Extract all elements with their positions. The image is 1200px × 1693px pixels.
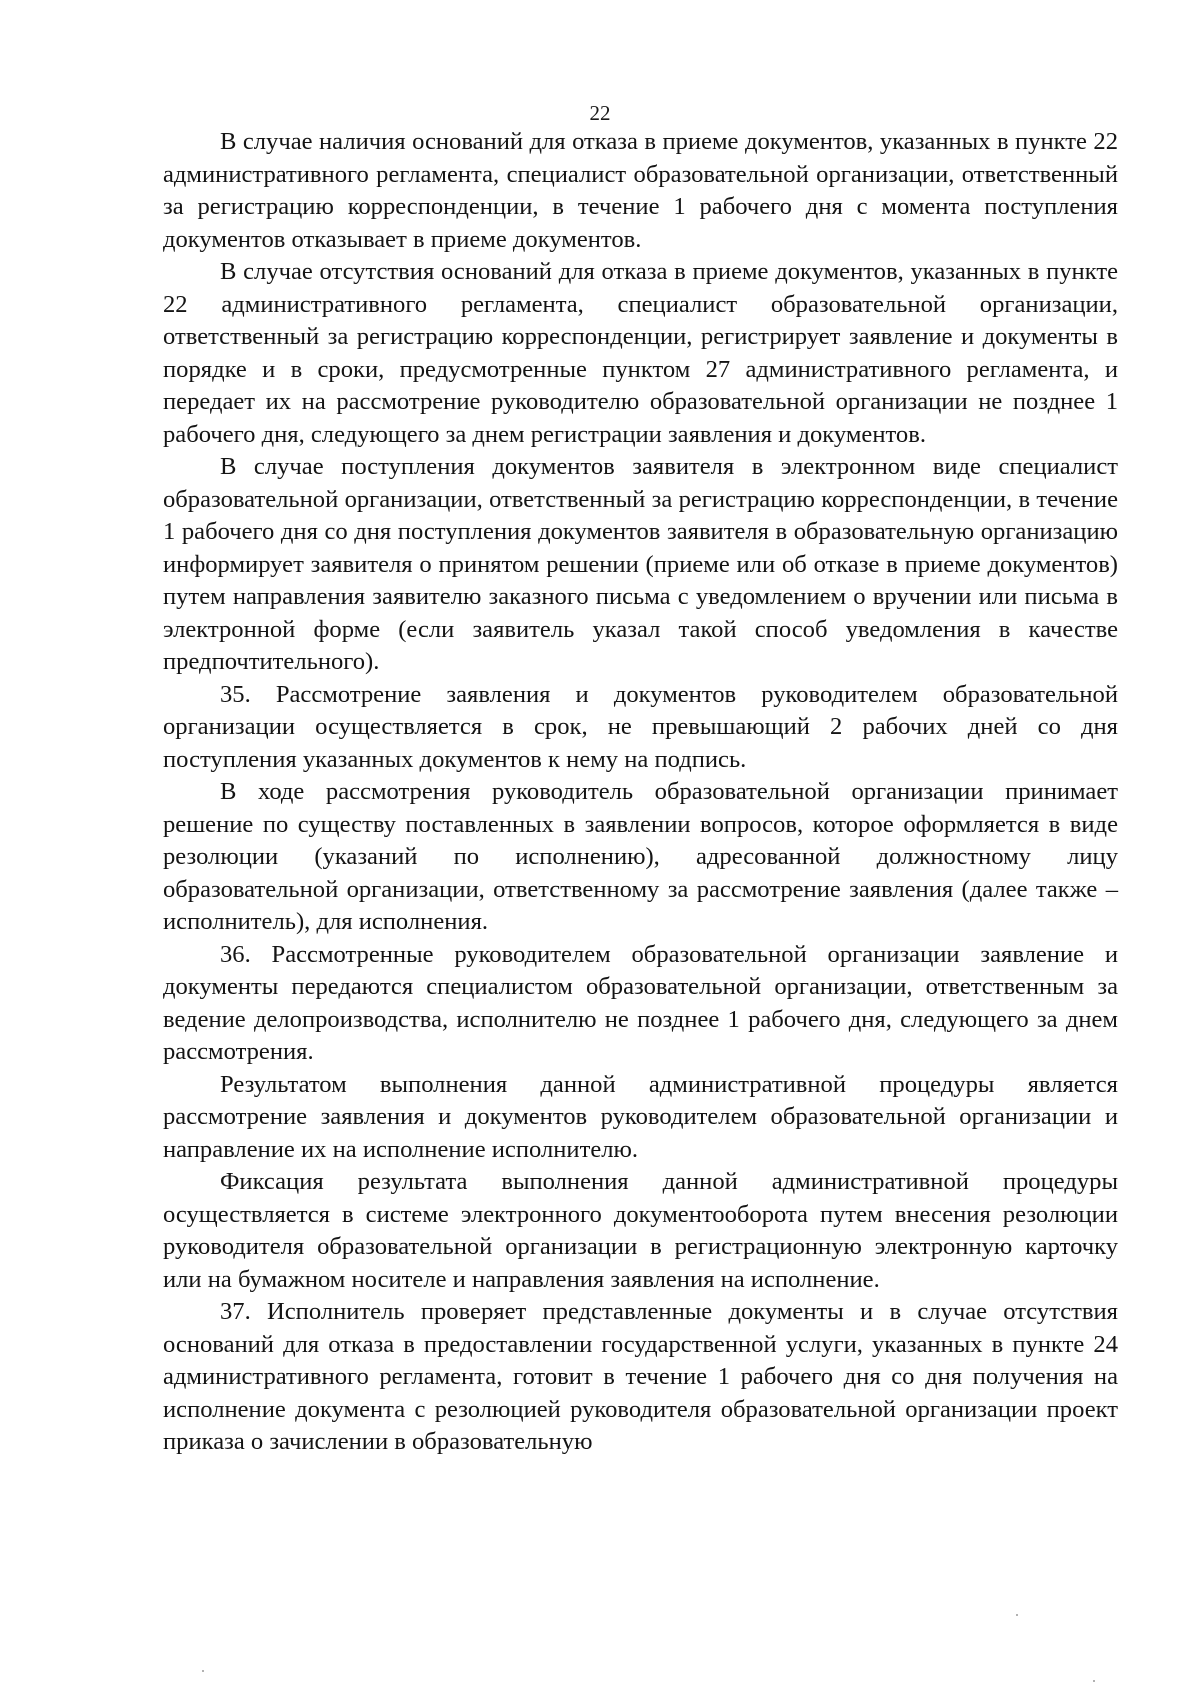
paragraph-clause-35: 35. Рассмотрение заявления и документов руководителем образовательной организации осуществляется в срок, не превышающий 2 рабочих дней со дня поступления указанных документов к нему на подпись. [163, 680, 1118, 773]
paragraph-electronic-submission: В случае поступления документов заявителя в электронном виде специалист образовательной организации, ответственный за регистрацию корреспонденции, в течение 1 рабочего дня со дня поступления документов заявителя в образовательную организацию информирует заявителя о принятом решении (приеме или об отказе в приеме документов) путем направления заявителю заказного письма с уведомлением о вручении или письма в электронной форме (если заявитель указал такой способ уведомления в качестве предпочтительного). [163, 453, 1118, 675]
document-body [163, 126, 1118, 1459]
paragraph-procedure-result: Результатом выполнения данной административной процедуры является рассмотрение заявления и документов руководителем образовательной организации и направление их на исполнение исполнителю. [163, 1070, 1118, 1163]
scan-speck [1093, 1680, 1095, 1682]
page-number: 22 [589, 101, 611, 125]
paragraph-result-fixation: Фиксация результата выполнения данной административной процедуры осуществляется в системе электронного документооборота путем внесения резолюции руководителя образовательной организации в регистрационную электронную карточку или на бумажном носителе и направления заявления на исполнение. [163, 1168, 1118, 1293]
scan-speck [202, 1670, 204, 1672]
paragraph-review-resolution: В ходе рассмотрения руководитель образовательной организации принимает решение по существу поставленных в заявлении вопросов, которое оформляется в виде резолюции (указаний по исполнению), адресованной должностному лицу образовательной организации, ответственному за рассмотрение заявления (далее также – исполнитель), для исполнения. [163, 778, 1118, 935]
paragraph-refusal-grounds: В случае наличия оснований для отказа в приеме документов, указанных в пункте 22 административного регламента, специалист образовательной организации, ответственный за регистрацию корреспонденции, в течение 1 рабочего дня с момента поступления документов отказывает в приеме документов. [163, 128, 1118, 253]
scan-speck [1016, 1614, 1018, 1616]
paragraph-registration: В случае отсутствия оснований для отказа в приеме документов, указанных в пункте 22 административного регламента, специалист образовательной организации, ответственный за регистрацию корреспонденции, регистрирует заявление и документы в порядке и в сроки, предусмотренные пунктом 27 административного регламента, и передает их на рассмотрение руководителю образовательной организации не позднее 1 рабочего дня, следующего за днем регистрации заявления и документов. [163, 258, 1118, 448]
paragraph-clause-37: 37. Исполнитель проверяет представленные документы и в случае отсутствия оснований для отказа в предоставлении государственной услуги, указанных в пункте 24 административного регламента, готовит в течение 1 рабочего дня со дня получения на исполнение документа с резолюцией руководителя образовательной организации проект приказа о зачислении в образовательную [163, 1298, 1118, 1455]
paragraph-clause-36: 36. Рассмотренные руководителем образовательной организации заявление и документы передаются специалистом образовательной организации, ответственным за ведение делопроизводства, исполнителю не позднее 1 рабочего дня, следующего за днем рассмотрения. [163, 940, 1118, 1065]
